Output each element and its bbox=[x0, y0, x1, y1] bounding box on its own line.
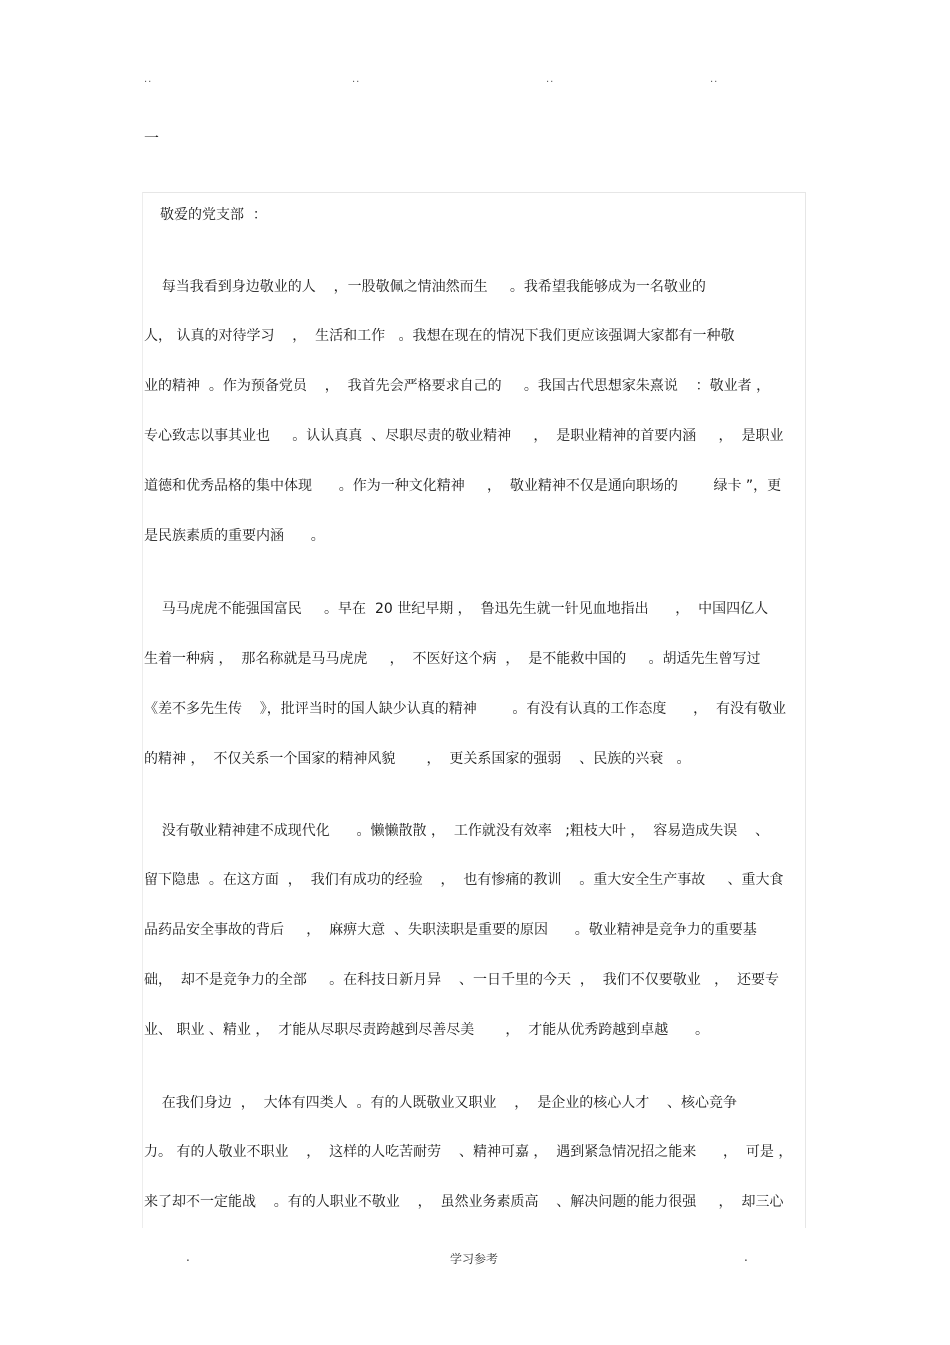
footer-right-dot: . bbox=[744, 1250, 748, 1264]
header-dots-4: .. bbox=[710, 74, 719, 85]
text-line: 础， 却不是竞争力的全部 。在科技日新月异 、一日千里的今天 ， 我们不仅要敬业 ， 还要专 bbox=[144, 972, 780, 988]
footer-label: 学习参考 bbox=[450, 1252, 499, 1266]
text-line: 留下隐患 。在这方面 ， 我们有成功的经验 ， 也有惨痛的教训 。重大安全生产事故 、重大食 bbox=[144, 872, 784, 888]
text-line: 在我们身边 ， 大体有四类人 。有的人既敬业又职业 ， 是企业的核心人才 、核心竞争 bbox=[144, 1095, 738, 1111]
salutation: 敬爱的党支部 ： bbox=[160, 207, 267, 223]
header-dash: 一 bbox=[144, 129, 160, 147]
text-line: 人， 认真的对待学习 ， 生活和工作 。我想在现在的情况下我们更应该强调大家都有一种敬 bbox=[144, 328, 735, 344]
text-line: 力。 有的人敬业不职业 ， 这样的人吃苦耐劳 、精神可嘉 ， 遇到紧急情况招之能来 ， 可是 ， bbox=[144, 1144, 793, 1160]
header-dots-2: .. bbox=[352, 74, 361, 85]
text-line: 的精神 ， 不仅关系一个国家的精神风貌 ， 更关系国家的强弱 、民族的兴衰 。 bbox=[144, 751, 691, 767]
text-line: 业的精神 。作为预备党员 ， 我首先会严格要求自己的 。我国古代思想家朱熹说 ：敬业者 ， bbox=[144, 378, 771, 394]
text-line: 是民族素质的重要内涵 。 bbox=[144, 528, 325, 544]
text-line: 专心致志以事其业也 。认认真真 、尽职尽责的敬业精神 ， 是职业精神的首要内涵 ， 是职业 bbox=[144, 428, 784, 444]
text-line: 业、 职业 、精业 ， 才能从尽职尽责跨越到尽善尽美 ， 才能从优秀跨越到卓越 。 bbox=[144, 1022, 710, 1038]
text-line: 品药品安全事故的背后 ， 麻痹大意 、失职渎职是重要的原因 。敬业精神是竞争力的重要基 bbox=[144, 922, 757, 938]
text-line: 生着一种病 ， 那名称就是马马虎虎 ， 不医好这个病 ， 是不能救中国的 。胡适先生曾写过 bbox=[144, 651, 761, 667]
header-dots-1: .. bbox=[144, 74, 153, 85]
text-line: 《差不多先生传 》，批评当时的国人缺少认真的精神 。有没有认真的工作态度 ， 有没有敬业 bbox=[144, 701, 787, 717]
text-line: 马马虎虎不能强国富民 。早在 20 世纪早期 ， 鲁迅先生就一针见血地指出 ， 中国四亿人 bbox=[144, 601, 769, 617]
header-dots-3: .. bbox=[546, 74, 555, 85]
text-line: 每当我看到身边敬业的人 ，一股敬佩之情油然而生 。我希望我能够成为一名敬业的 bbox=[144, 279, 706, 295]
footer-left-dot: . bbox=[186, 1250, 190, 1264]
text-line: 没有敬业精神建不成现代化 。懒懒散散 ， 工作就没有效率 ;粗枝大叶 ， 容易造成失误 、 bbox=[144, 823, 770, 839]
text-line: 来了却不一定能战 。有的人职业不敬业 ， 虽然业务素质高 、解决问题的能力很强 ， 却三心 bbox=[144, 1194, 784, 1210]
text-line: 道德和优秀品格的集中体现 。作为一种文化精神 ， 敬业精神不仅是通向职场的 绿卡 ”，更 bbox=[144, 478, 782, 494]
